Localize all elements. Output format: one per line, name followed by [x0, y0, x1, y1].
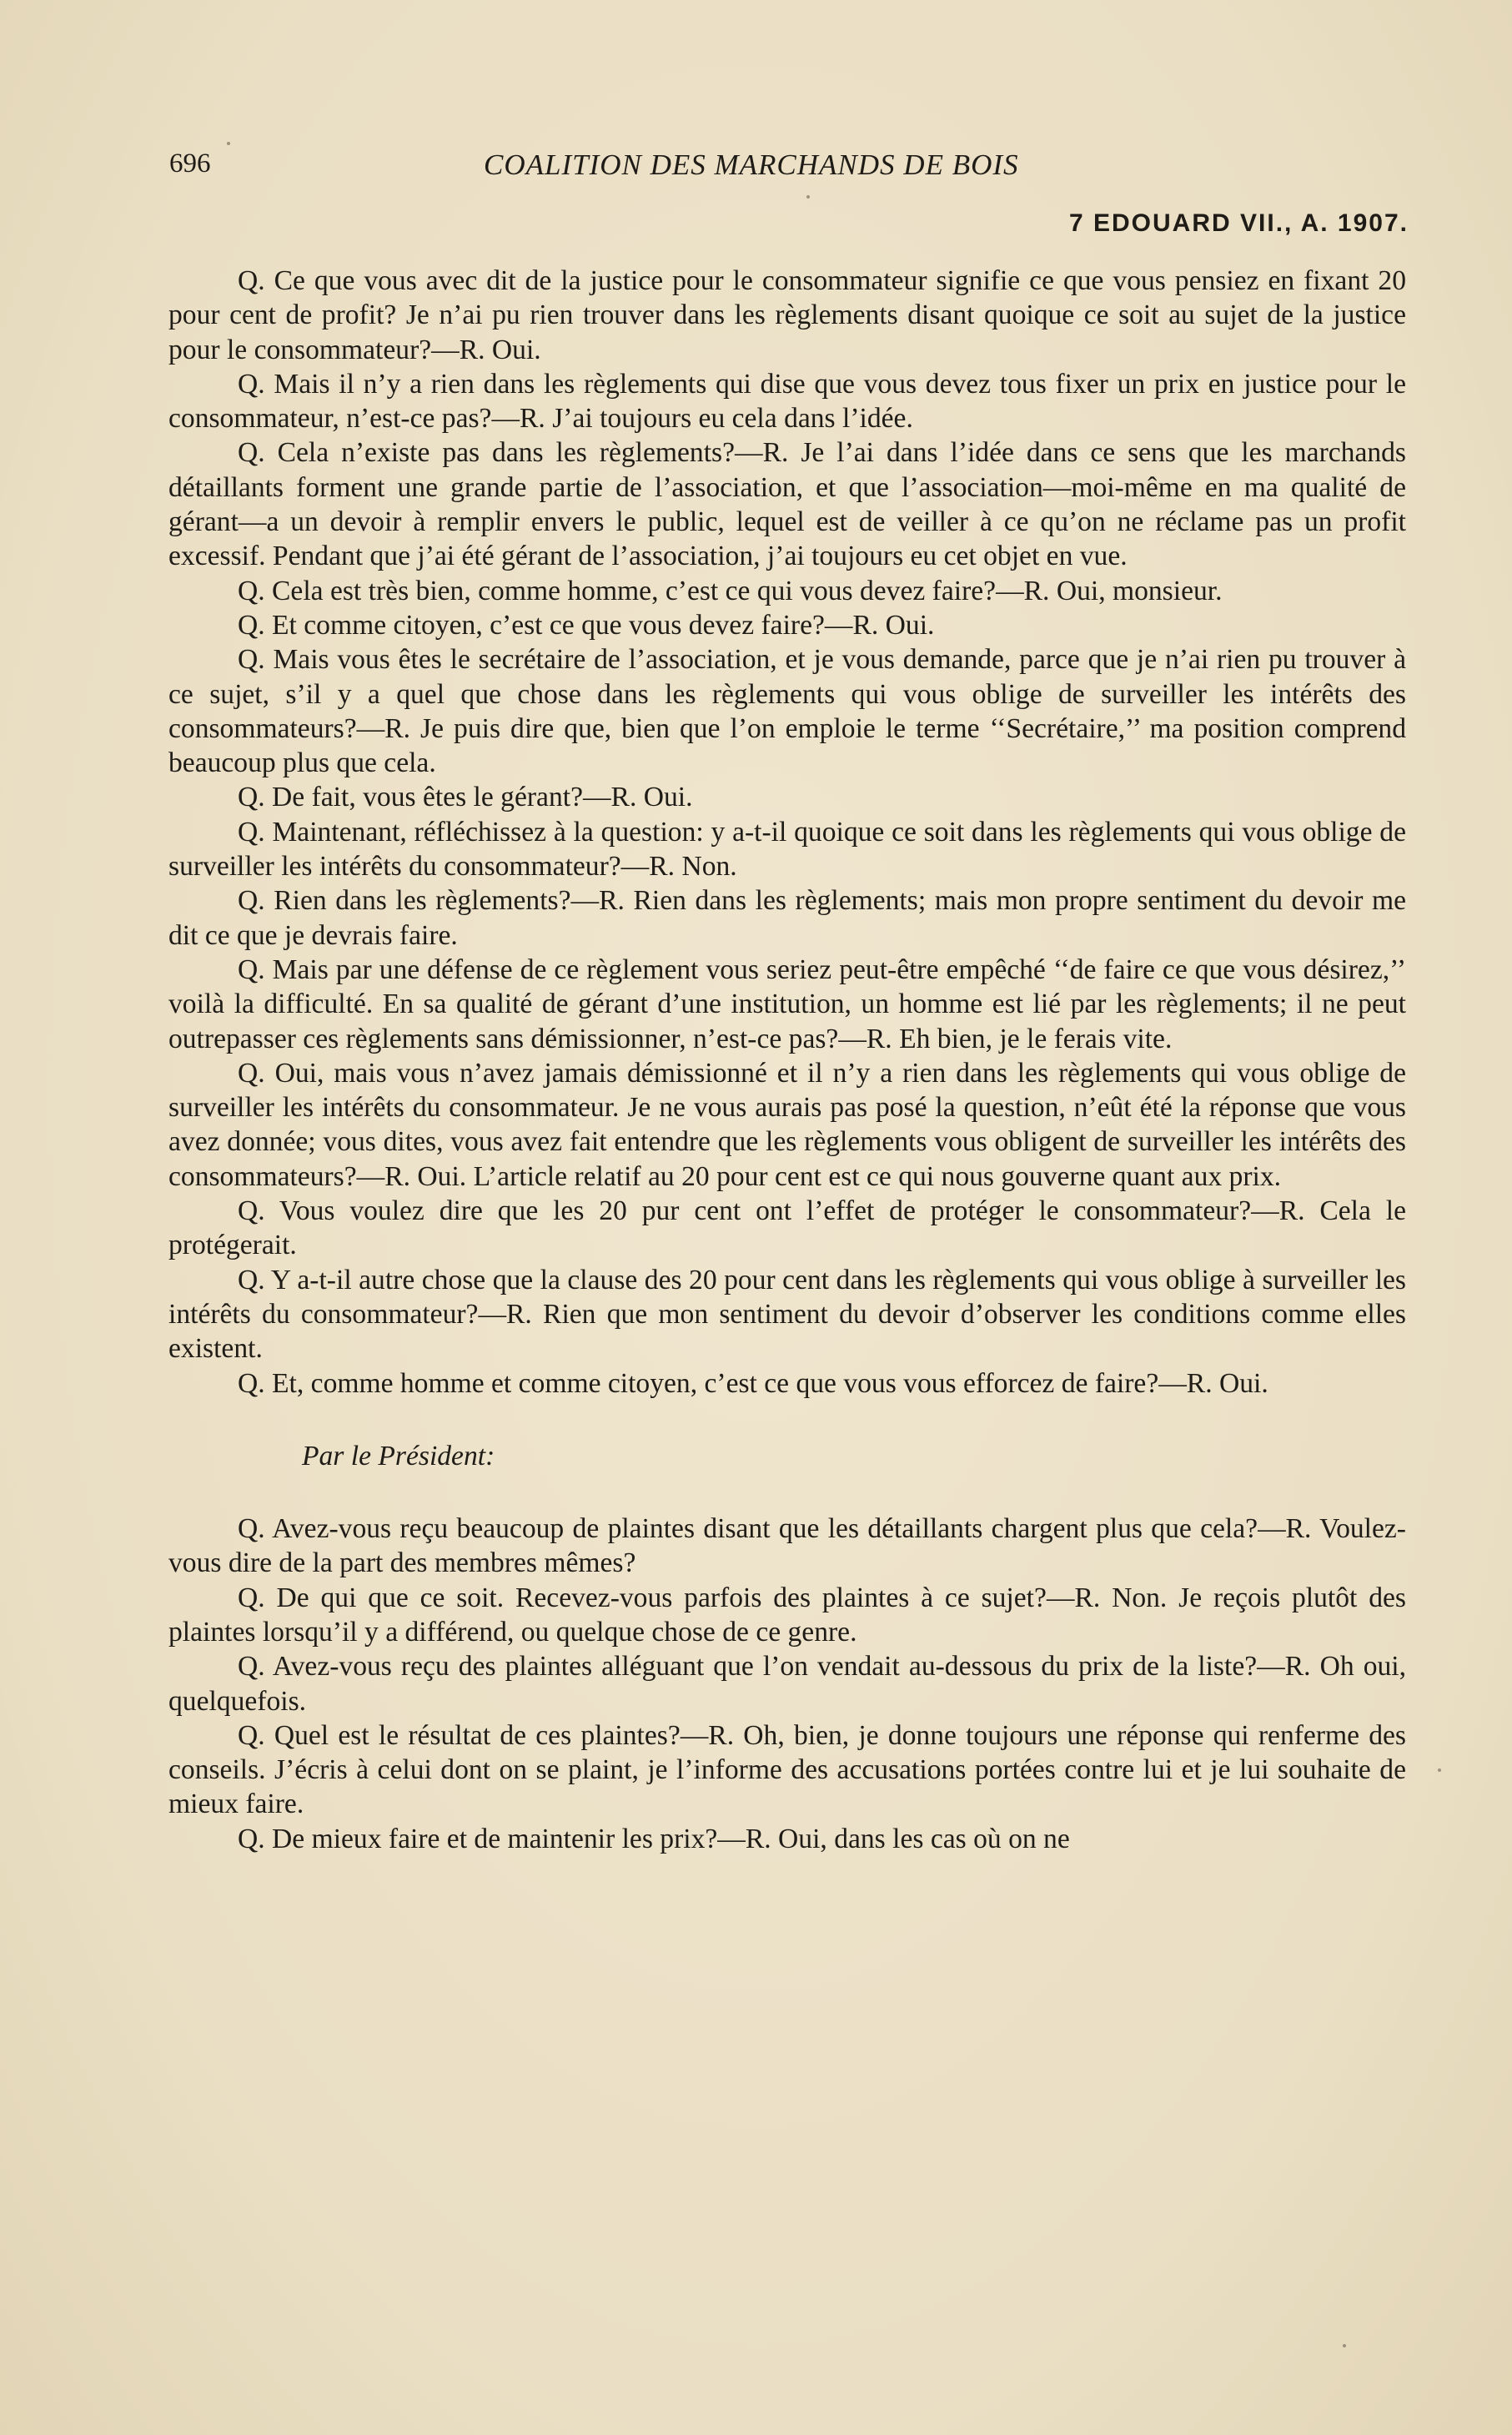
- page-number: 696: [169, 148, 211, 179]
- paragraph: Q. Cela est très bien, comme homme, c’est ce qui vous devez faire?—R. Oui, monsieur.: [238, 575, 1223, 606]
- paragraph: Q. Ce que vous avec dit de la justice pour le consommateur signifie ce que vous pensiez en fixant 20 pour cent de profit? Je n’ai pu rien trouver dans les règlements disant quoique ce soit au sujet de la justice pour le consommateur?—R. Oui.: [168, 265, 1406, 365]
- section-heading: Par le Président:: [302, 1440, 495, 1472]
- body-text: [168, 264, 1406, 1856]
- paragraph: Q. Mais il n’y a rien dans les règlements qui dise que vous devez tous fixer un prix en justice pour le consommateur, n’est-ce pas?—R. J’ai toujours eu cela dans l’idée.: [168, 368, 1406, 435]
- paper-speck: [1438, 1768, 1441, 1772]
- paragraph: Q. Avez-vous reçu beaucoup de plaintes disant que les détaillants chargent plus que cela?—R. Voulez-vous dire de la part des membres mêmes?: [168, 1513, 1406, 1579]
- paragraph: Q. Mais vous êtes le secrétaire de l’association, et je vous demande, parce que je n’ai rien pu trouver à ce sujet, s’il y a quel que chose dans les règlements qui vous oblige de surveiller les intérêts des consommateurs?—R. Je puis dire que, bien que l’on emploie le terme ‘‘Secrétaire,’’ ma position comprend beaucoup plus que cela.: [168, 644, 1406, 779]
- paragraph: Q. Quel est le résultat de ces plaintes?—R. Oh, bien, je donne toujours une réponse qui renferme des conseils. J’écris à celui dont on se plaint, je l’informe des accusations portées contre lui et je lui souhaite de mieux faire.: [168, 1719, 1406, 1820]
- paragraph: Q. Y a-t-il autre chose que la clause des 20 pour cent dans les règlements qui vous oblige à surveiller les intérêts du consommateur?—R. Rien que mon sentiment du devoir d’observer les conditions comme elles existent.: [168, 1264, 1406, 1365]
- paper-speck: [1343, 2344, 1346, 2347]
- paragraph: Q. Oui, mais vous n’avez jamais démissionné et il n’y a rien dans les règlements qui vous oblige de surveiller les intérêts du consommateur. Je ne vous aurais pas posé la question, n’eût été la réponse que vous avez donnée; vous dites, vous avez fait entendre que les règlements vous obligent de surveiller les intérêts des consommateurs?—R. Oui. L’article relatif au 20 pour cent est ce qui nous gouverne quant aux prix.: [168, 1057, 1406, 1192]
- paragraph: Q. Cela n’existe pas dans les règlements?—R. Je l’ai dans l’idée dans ce sens que les marchands détaillants forment une grande partie de l’association, et que l’association—moi-même en ma qualité de gérant—a un devoir à remplir envers le public, lequel est de veiller à ce qu’on ne réclame pas un profit excessif. Pendant que j’ai été gérant de l’association, j’ai toujours eu cet objet en vue.: [168, 437, 1406, 572]
- paragraph: Q. Maintenant, réfléchissez à la question: y a-t-il quoique ce soit dans les règlements qui vous oblige de surveiller les intérêts du consommateur?—R. Non.: [168, 816, 1406, 883]
- paragraph: Q. Rien dans les règlements?—R. Rien dans les règlements; mais mon propre sentiment du devoir me dit ce que je devrais faire.: [168, 885, 1406, 951]
- paragraph: Q. De fait, vous êtes le gérant?—R. Oui.: [238, 782, 693, 813]
- paper-speck: [227, 142, 230, 145]
- paragraph: Q. Et comme citoyen, c’est ce que vous devez faire?—R. Oui.: [238, 609, 935, 641]
- paper-speck: [806, 195, 810, 199]
- paragraph: Q. Et, comme homme et comme citoyen, c’est ce que vous vous efforcez de faire?—R. Oui.: [238, 1367, 1268, 1399]
- session-label: 7 EDOUARD VII., A. 1907.: [1068, 209, 1409, 237]
- running-title: COALITION DES MARCHANDS DE BOIS: [484, 148, 1019, 181]
- paragraph: Q. Avez-vous reçu des plaintes alléguant que l’on vendait au-dessous du prix de la liste?—R. Oh oui, quelquefois.: [168, 1651, 1406, 1717]
- paragraph: Q. De qui que ce soit. Recevez-vous parfois des plaintes à ce sujet?—R. Non. Je reçois plutôt des plaintes lorsqu’il y a différend, ou quelque chose de ce genre.: [168, 1582, 1406, 1648]
- paragraph: Q. De mieux faire et de maintenir les prix?—R. Oui, dans les cas où on ne: [238, 1823, 1070, 1854]
- paragraph: Q. Vous voulez dire que les 20 pur cent ont l’effet de protéger le consommateur?—R. Cela le protégerait.: [168, 1195, 1406, 1261]
- paragraph: Q. Mais par une défense de ce règlement vous seriez peut-être empêché ‘‘de faire ce que vous désirez,’’ voilà la difficulté. En sa qualité de gérant d’une institution, un homme est lié par les règlements; il ne peut outrepasser ces règlements sans démissionner, n’est-ce pas?—R. Eh bien, je le ferais vite.: [168, 953, 1406, 1054]
